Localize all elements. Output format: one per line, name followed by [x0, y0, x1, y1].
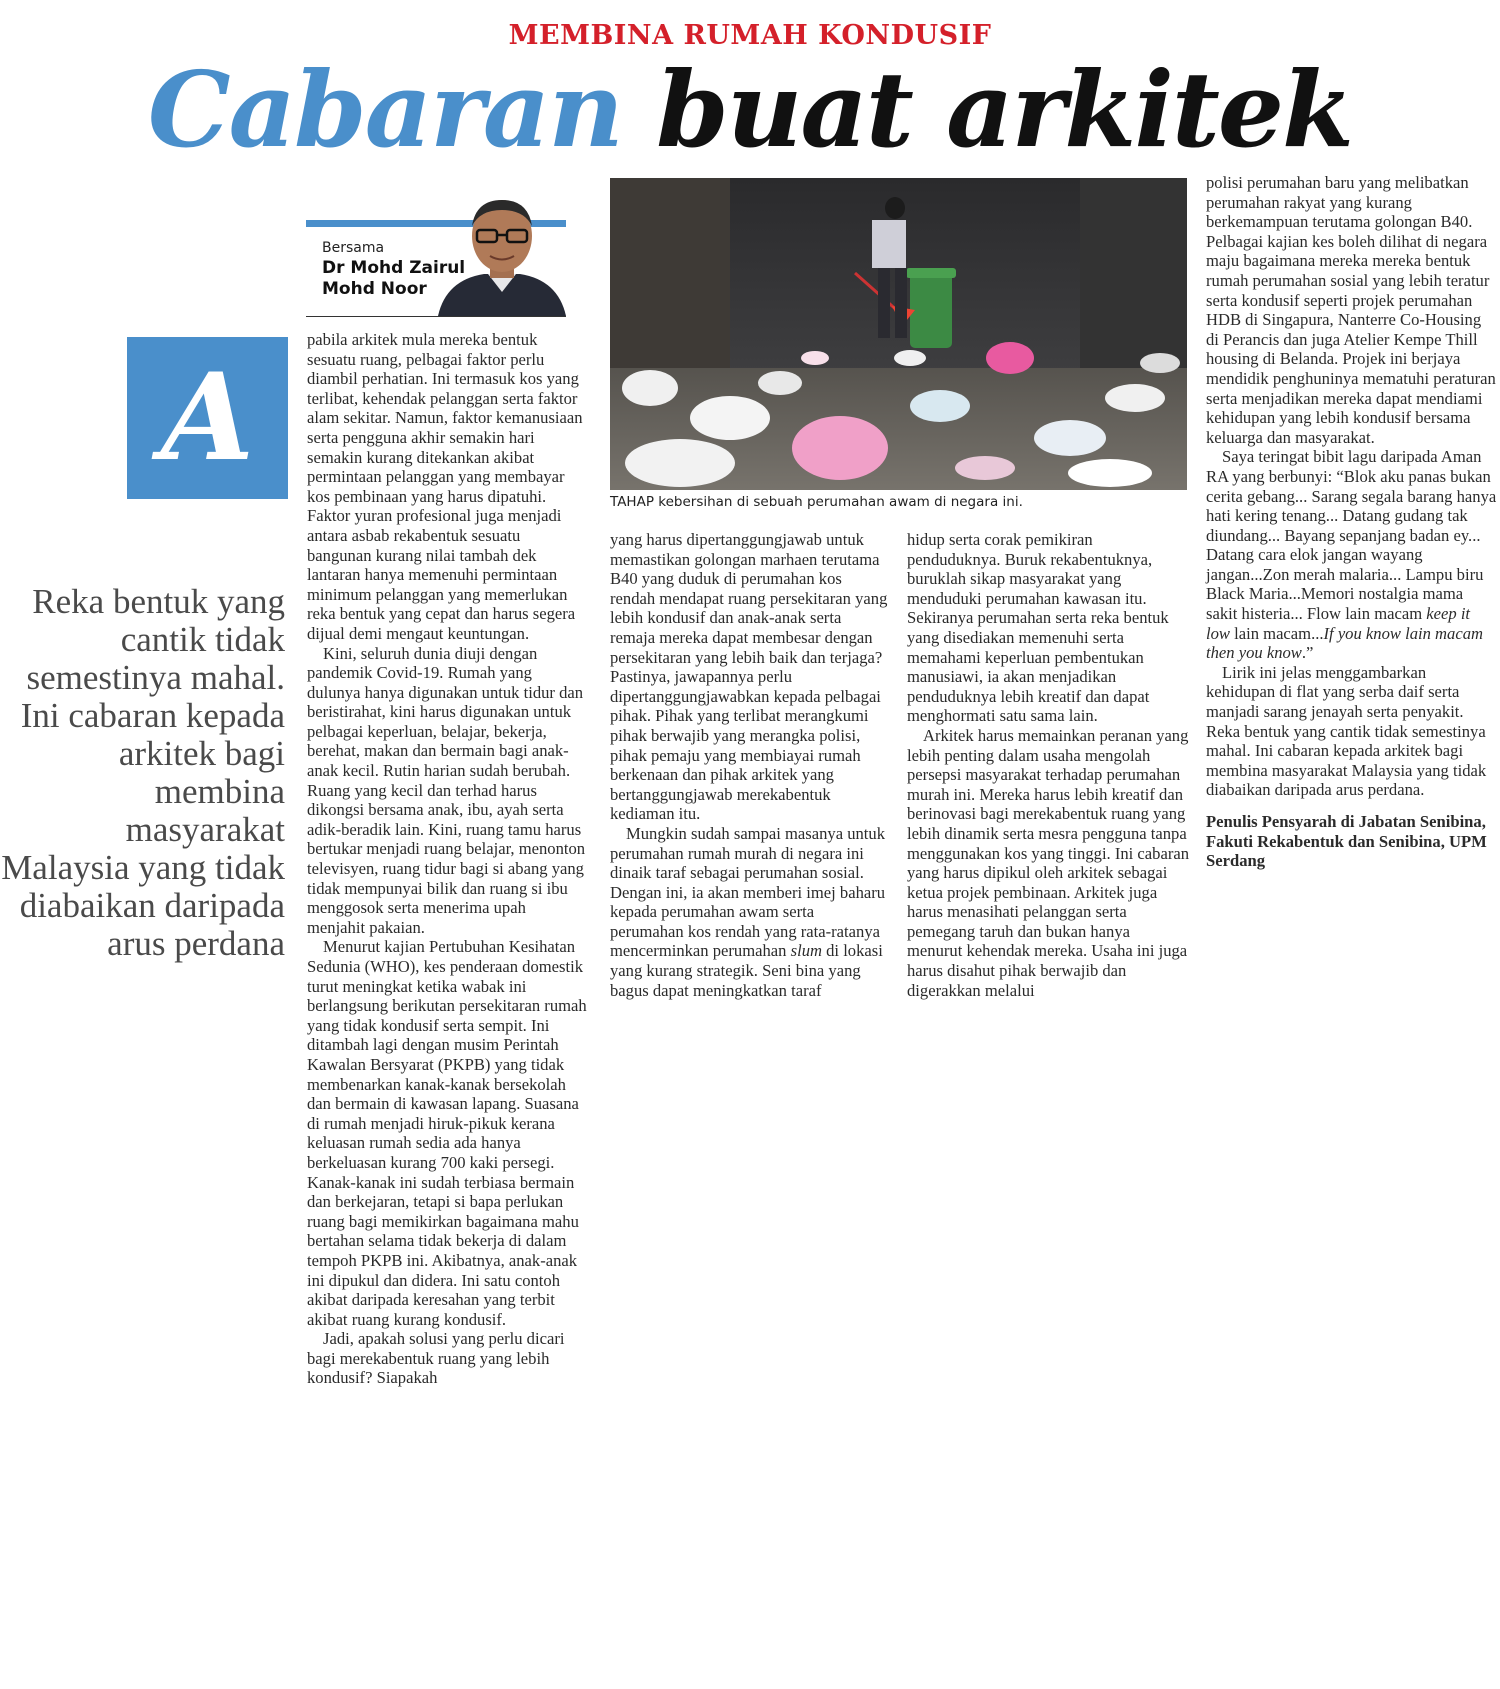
text-run: .” [1301, 643, 1314, 663]
text-run-italic: If you know lain macam then you know [1206, 623, 1483, 663]
byline-label: Bersama [322, 240, 385, 256]
headline [0, 50, 1500, 170]
text-run: Saya teringat bibit lagu daripada Aman RA yang berbunyi: “Blok aku panas bukan cerita gebang... Sarang segala barang hanya hati kering tenang... Datang gudang tak diundang... Bayang sepanjang badan ey... Datang cara elok jangan wayang jangan...Zon merah malaria... Lampu biru Black Maria...Memori nostalgia mama sakit histeria... Flow lain macam [1206, 447, 1497, 624]
text-run: di lokasi yang kurang strategik. Seni bina yang bagus dapat meningkatkan taraf [610, 941, 883, 1000]
paragraph: Arkitek harus memainkan peranan yang lebih penting dalam usaha mengolah persepsi masyarakat terhadap perumahan murah ini. Mereka harus lebih kreatif dan berinovasi bagi merekabentuk ruang yang lebih dinamik serta mesra pengguna tanpa menggunakan kos yang tinggi. Ini cabaran yang harus dipikul oleh arkitek sebagai ketua projek pembinaan. Arkitek juga harus menasihati pelanggan serta pemegang taruh dan bukan hanya menurut kehendak mereka. Usaha ini juga harus disahut pihak berwajib dan digerakkan melalui [907, 725, 1190, 1000]
paragraph [610, 824, 890, 1000]
paragraph: Jadi, apakah solusi yang perlu dicari bagi merekabentuk ruang yang lebih kondusif? Siapakah [307, 1329, 565, 1388]
author-portrait [432, 196, 572, 316]
author-name-line2: Mohd Noor [322, 279, 427, 299]
drop-cap: A [127, 337, 288, 499]
paragraph: yang harus dipertanggungjawab untuk memastikan golongan marhaen terutama B40 yang duduk di perumahan kos rendah mendapat ruang persekitaran yang lebih kondusif dan anak-anak serta remaja mereka dapat membesar dengan persekitaran yang lebih baik dan terjaga? Pastinya, jawapannya perlu dipertanggungjawabkan kepada pelbagai pihak. Pihak yang terlibat merangkumi pihak berwajib yang merangka polisi, pihak pemaju yang membiayai rumah berkenaan dan pihak arkitek yang bertanggungjawab merekabentuk kediaman itu. [610, 530, 888, 824]
text-run-italic: slum [790, 941, 822, 961]
paragraph: Menurut kajian Pertubuhan Kesihatan Sedunia (WHO), kes penderaan domestik turut meningkat ketika wabak ini berlangsung berikutan persekitaran rumah yang tidak kondusif serta sempit. Ini ditambah lagi dengan musim Perintah Kawalan Bersyarat (PKPB) yang tidak membenarkan kanak-kanak bersekolah dan bermain di kawasan lapang. Suasana di rumah menjadi hiruk-pikuk kerana keluasan rumah sedia ada hanya berkeluasan kurang 700 kaki persegi. Kanak-kanak ini sudah terbiasa bermain dan berkejaran, tetapi si bapa perlukan ruang bagi memikirkan bagaimana mahu bertahan selama tidak bekerja di dalam tempoh PKPB ini. Akibatnya, anak-anak ini dipukul dan didera. Ini satu contoh akibat daripada keresahan yang terbit akibat ruang kurang kondusif. [307, 937, 587, 1329]
paragraph [1206, 447, 1498, 663]
photo-caption: TAHAP kebersihan di sebuah perumahan awam di negara ini. [610, 494, 1023, 510]
article-photo [610, 178, 1187, 490]
paragraph: Lirik ini jelas menggambarkan kehidupan di flat yang serba daif serta manjadi sarang jenayah serta penyakit. Reka bentuk yang cantik tidak semestinya mahal. Ini cabaran kepada arkitek bagi membina masyarakat Malaysia yang tidak diabaikan daripada arus perdana. [1206, 662, 1487, 800]
text-run-italic: keep it low [1206, 604, 1471, 643]
paragraph: Kini, seluruh dunia diuji dengan pandemik Covid-19. Rumah yang dulunya hanya digunakan untuk tidur dan beristirahat, kini harus digunakan untuk pelbagai keperluan, belajar, bekerja, berehat, makan dan bermain bagi anak-anak kecil. Rutin harian sudah berubah. Ruang yang kecil dan terhad harus dikongsi bersama anak, ibu, ayah serta adik-beradik lain. Kini, ruang tamu harus bertukar menjadi ruang belajar, menonton televisyen, ruang tidur bagi si abang yang tidak mempunyai bilik dan ruang si ibu menggosok serta menerima upah menjahit pakaian. [307, 643, 586, 937]
kicker: MEMBINA RUMAH KONDUSIF [508, 20, 992, 51]
author-name-line1: Dr Mohd Zairul [322, 258, 466, 278]
headline-part1: Cabaran [147, 48, 622, 171]
author-note: Penulis Pensyarah di Jabatan Senibina, Fakuti Rekabentuk dan Senibina, UPM Serdang [1206, 812, 1487, 871]
text-run: Mungkin sudah sampai masanya untuk perumahan rumah murah di negara ini dinaik taraf sebagai perumahan sosial. Dengan ini, ia akan memberi imej baharu kepada perumahan awam serta perumahan kos rendah yang rata-ratanya mencerminkan perumahan [610, 823, 886, 961]
byline-rule [306, 316, 566, 317]
column-4 [1206, 173, 1498, 871]
paragraph: hidup serta corak pemikiran penduduknya. Buruk rekabentuknya, buruklah sikap masyarakat yang menduduki perumahan kawasan itu. Sekiranya perumahan serta reka bentuk yang disediakan memenuhi serta memahami keperluan pembentukan manusiawi, ia akan menjadikan penduduknya lebih kreatif dan dapat menghormati satu sama lain. [907, 530, 1169, 726]
column-1 [307, 330, 587, 1388]
text-run: lain macam... [1229, 623, 1324, 643]
pull-quote: Reka bentuk yang cantik tidak semestinya mahal. Ini cabaran kepada arkitek bagi membina masyarakat Malaysia yang tidak diabaikan daripada arus perdana [1, 582, 285, 963]
column-3 [907, 530, 1189, 1000]
paragraph: pabila arkitek mula mereka bentuk sesuatu ruang, pelbagai faktor perlu diambil perhatian. Ini termasuk kos yang terlibat, kehendak pelanggan serta faktor alam sekitar. Namun, faktor kemanusiaan serta pengguna akhir semakin hari semakin kurang ditekankan akibat permintaan pelanggan yang membayar kos pembinaan yang harus dipatuhi. Faktor yuran profesional juga menjadi antara asbab rekabentuk sesuatu bangunan kurang nilai tambah dek lantaran hanya memenuhi permintaan minimum pelanggan yang memerlukan reka bentuk yang cepat dan harus segera dijual demi mengaut keuntungan. [307, 330, 583, 643]
column-2 [610, 530, 890, 1000]
headline-part2: buat arkitek [656, 48, 1353, 171]
paragraph: polisi perumahan baru yang melibatkan perumahan rakyat yang kurang berkemampuan terutama golongan B40. Pelbagai kajian kes boleh dilihat di negara maju bagaimana mereka mereka bentuk rumah perumahan sosial yang lebih teratur serta kondusif seperti projek perumahan HDB di Singapura, Nanterre Co-Housing di Perancis dan juga Atelier Kempe Thill housing di Belanda. Projek ini berjaya mendidik penghuninya mematuhi peraturan serta menjadikan mereka dapat mendiami kehidupan yang lebih kondusif bersama keluarga dan masyarakat. [1206, 173, 1496, 447]
